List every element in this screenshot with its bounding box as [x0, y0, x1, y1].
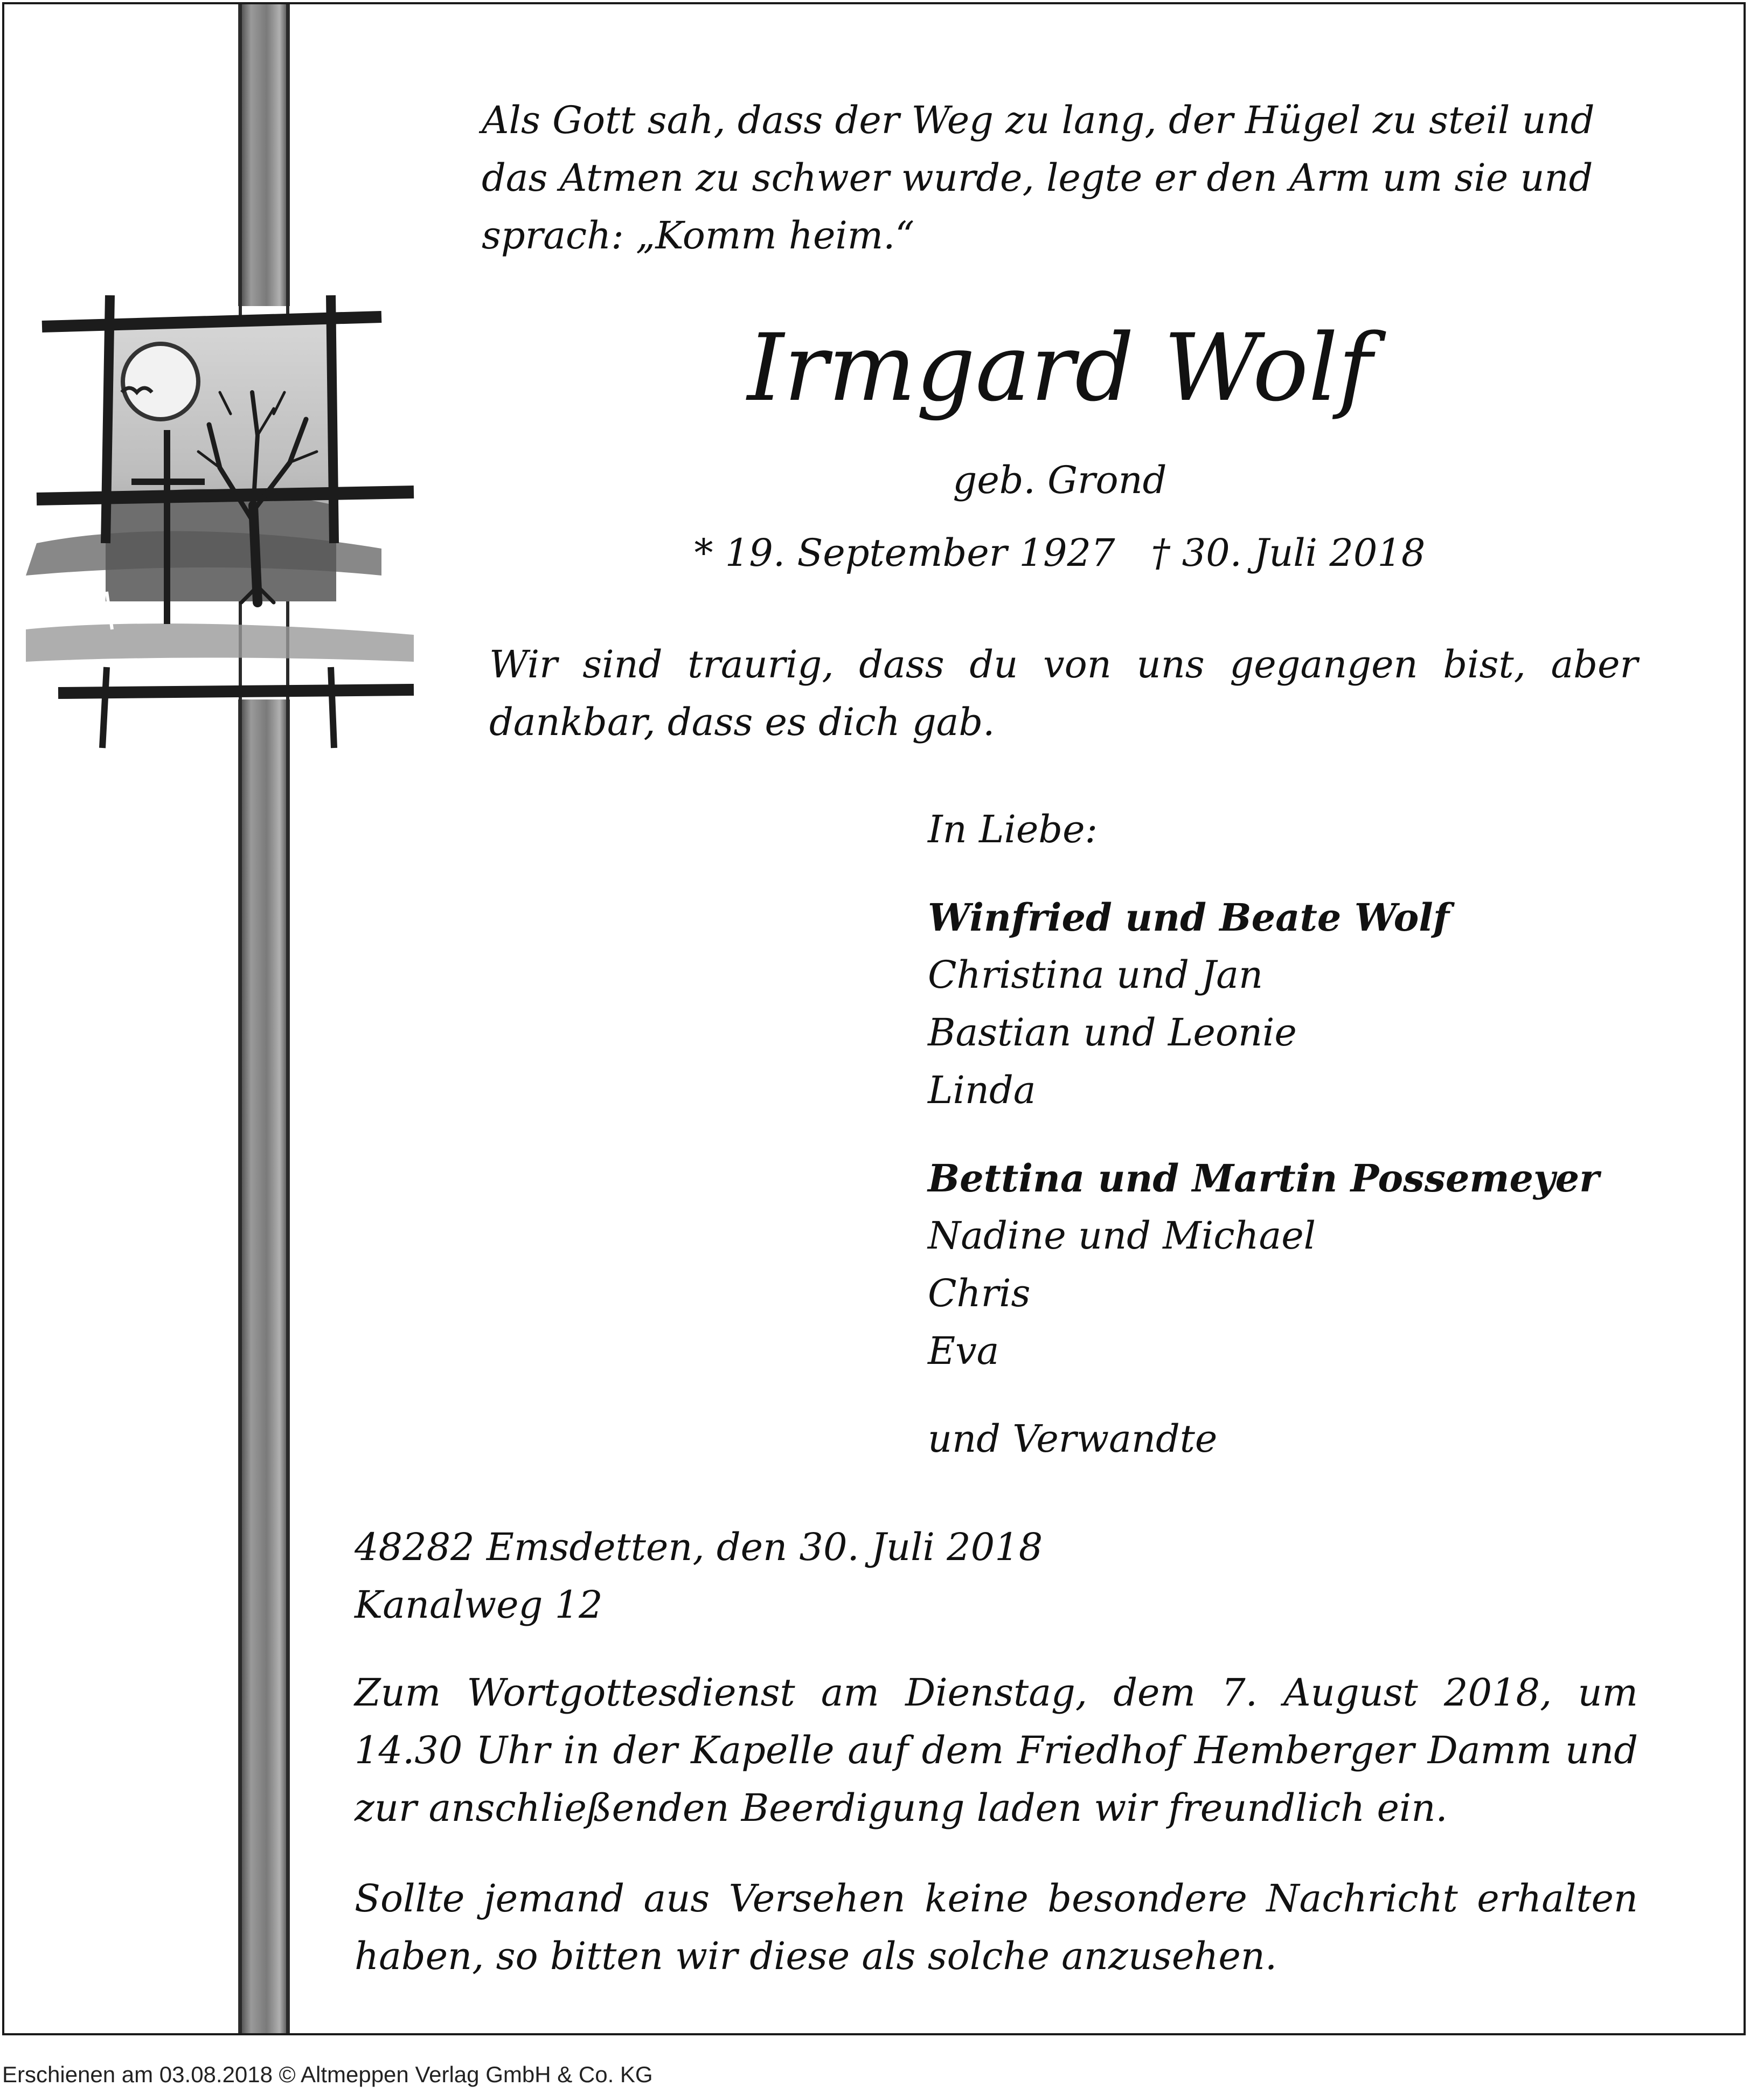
service-line: Zum Wortgottesdienst am Dienstag, dem 7. August 2018, um — [355, 1671, 1638, 1715]
service-info — [355, 1664, 1638, 1837]
framed-picture — [26, 295, 414, 748]
verse — [482, 92, 1638, 265]
birth-date: * 19. September 1927 — [694, 531, 1115, 575]
family-member: Linda — [928, 1068, 1036, 1112]
obituary-notice — [2, 2, 1746, 2035]
family-member: Christina und Jan — [928, 953, 1263, 997]
farewell-line: Wir sind traurig, dass du von uns gegangen bist, aber — [489, 642, 1638, 687]
family-member: Eva — [928, 1329, 999, 1373]
sun-icon — [123, 344, 198, 419]
no-notice-line: haben, so bitten wir diese als solche anzusehen. — [355, 1934, 1277, 1978]
farewell-text — [489, 636, 1638, 751]
location — [355, 1519, 1638, 1634]
no-notice-line: Sollte jemand aus Versehen keine besondere Nachricht erhalten — [355, 1876, 1638, 1921]
verse-line: Als Gott sah, dass der Weg zu lang, der Hügel zu steil und — [482, 98, 1595, 142]
verse-line: sprach: „Komm heim.“ — [482, 213, 915, 258]
service-line: zur anschließenden Beerdigung laden wir freundlich ein. — [355, 1786, 1448, 1830]
family-head: Bettina und Martin Possemeyer — [928, 1156, 1600, 1201]
family-member: Chris — [928, 1271, 1031, 1315]
relatives: und Verwandte — [928, 1417, 1218, 1461]
farewell-line: dankbar, dass es dich gab. — [489, 700, 995, 744]
publication-credit: Erschienen am 03.08.2018 © Altmeppen Verlag GmbH & Co. KG — [2, 2062, 653, 2087]
service-line: 14.30 Uhr in der Kapelle auf dem Friedhof Hemberger Damm und — [355, 1728, 1638, 1772]
maiden-name: geb. Grond — [953, 458, 1167, 502]
family-head: Winfried und Beate Wolf — [928, 895, 1450, 940]
deceased-name: Irmgard Wolf — [747, 314, 1373, 422]
address: Kanalweg 12 — [355, 1583, 603, 1627]
verse-line: das Atmen zu schwer wurde, legte er den Arm um sie und — [482, 156, 1593, 200]
signoff: In Liebe: — [928, 807, 1098, 851]
death-date: † 30. Juli 2018 — [1151, 531, 1426, 575]
no-notice-text — [355, 1870, 1638, 1985]
mourners — [928, 801, 1639, 1468]
place-date: 48282 Emsdetten, den 30. Juli 2018 — [355, 1525, 1043, 1569]
life-dates — [482, 524, 1638, 582]
vertical-stripe — [238, 4, 290, 2035]
family-member: Bastian und Leonie — [928, 1010, 1297, 1055]
family-member: Nadine und Michael — [928, 1214, 1316, 1258]
